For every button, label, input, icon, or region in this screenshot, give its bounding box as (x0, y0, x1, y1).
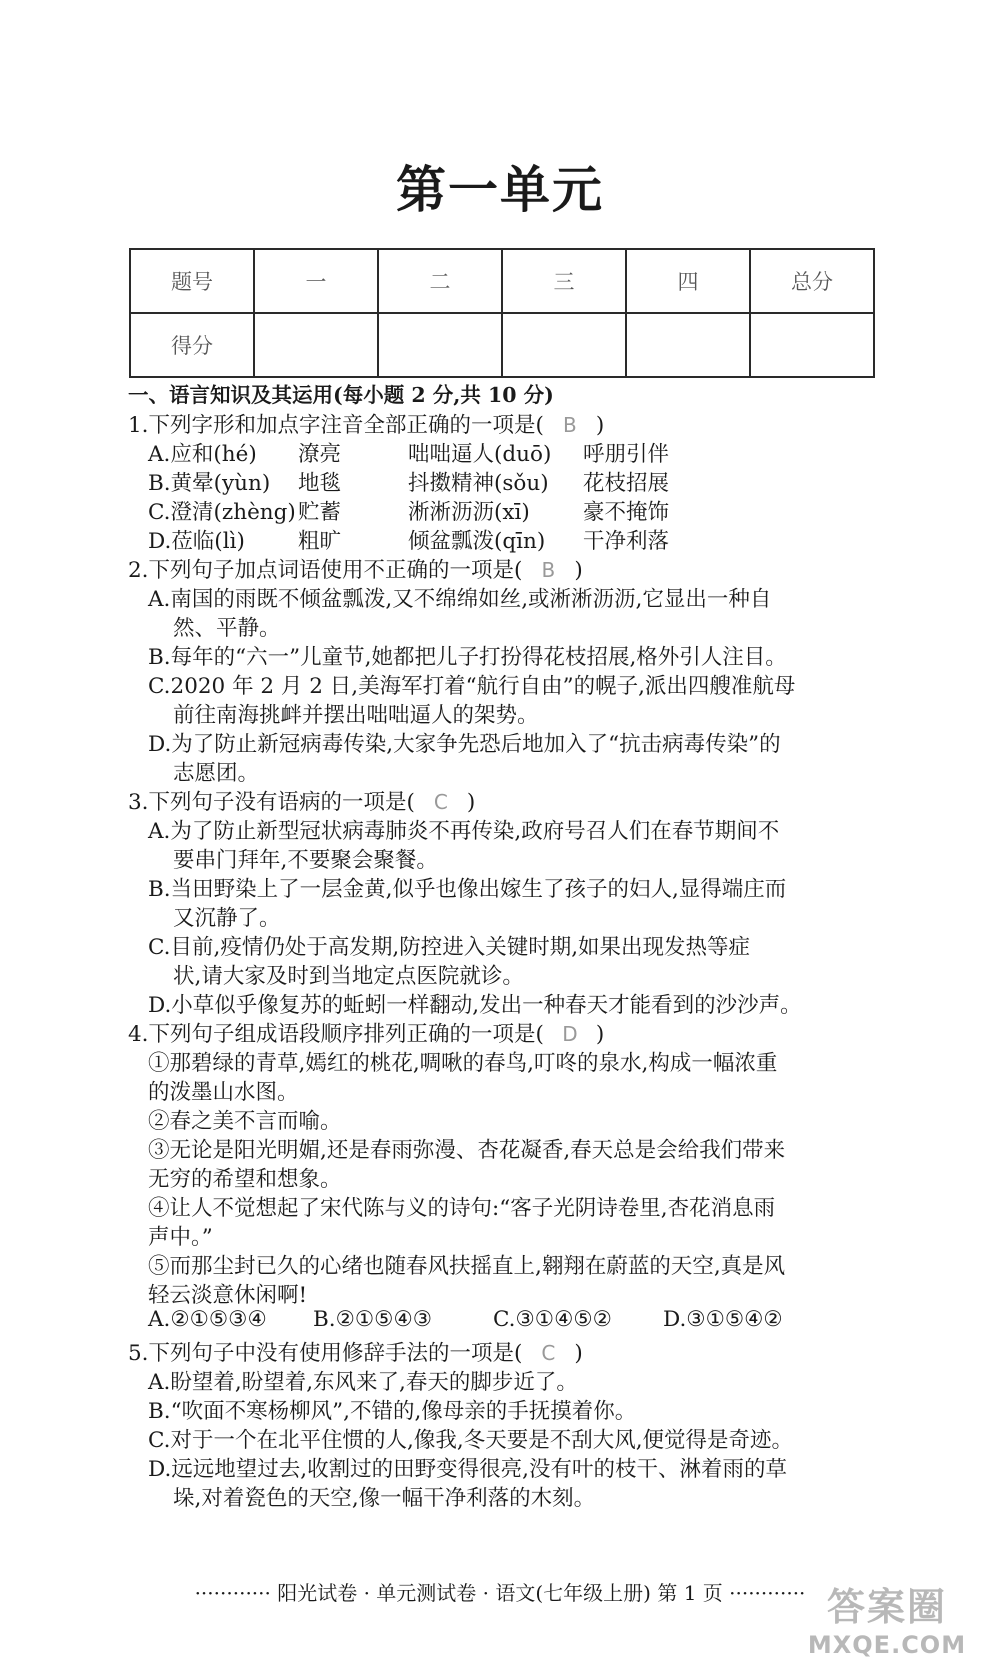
stem-text: 3.下列句子没有语病的一项是( (128, 790, 415, 815)
option-col: C.澄清(zhèng) (148, 500, 296, 525)
table-cell: 得分 (130, 313, 254, 377)
score-cell (254, 313, 378, 377)
option-line: B.每年的“六一”儿童节,她都把儿子打扮得花枝招展,格外引人注目。 (148, 645, 787, 670)
option-line: 状,请大家及时到当地定点医院就诊。 (173, 964, 524, 989)
option-line: C.目前,疫情仍处于高发期,防控进入关键时期,如果出现发热等症 (148, 935, 751, 960)
score-cell (750, 313, 874, 377)
question-stem (128, 1336, 583, 1367)
section-heading: 一、语言知识及其运用(每小题 2 分,共 10 分) (128, 383, 554, 407)
option-col: 潦亮 (298, 442, 342, 467)
sentence-line: 无穷的希望和想象。 (148, 1167, 342, 1192)
option-col: 贮蓄 (298, 500, 342, 525)
choice-d: D.③①⑤④② (663, 1307, 783, 1332)
choice-b: B.②①⑤④③ (313, 1307, 433, 1332)
table-cell: 三 (502, 249, 626, 313)
option-line: 又沉静了。 (173, 906, 281, 931)
sentence-line: 的泼墨山水图。 (148, 1080, 299, 1105)
option-col: 呼朋引伴 (583, 442, 670, 467)
option-line: 志愿团。 (173, 761, 260, 786)
stem-text: 5.下列句子中没有使用修辞手法的一项是( (128, 1341, 523, 1366)
score-cell (502, 313, 626, 377)
stem-text: 4.下列句子组成语段顺序排列正确的一项是( (128, 1022, 544, 1047)
option-col: 倾盆瓢泼(qīn) (408, 529, 546, 554)
page-title: 第一单元 (396, 160, 604, 219)
option-line: A.盼望着,盼望着,东风来了,春天的脚步近了。 (148, 1370, 578, 1395)
option-line: C.2020 年 2 月 2 日,美海军打着“航行自由”的幌子,派出四艘准航母 (148, 674, 796, 699)
option-col: 淅淅沥沥(xī) (408, 500, 530, 525)
option-line: 然、平静。 (173, 616, 281, 641)
option-line: D.小草似乎像复苏的蚯蚓一样翻动,发出一种春天才能看到的沙沙声。 (148, 993, 802, 1018)
sentence-line: 声中。” (148, 1225, 213, 1250)
question-stem (128, 408, 604, 439)
sentence-line: ①那碧绿的青草,嫣红的桃花,啁啾的春鸟,叮咚的泉水,构成一幅浓重 (148, 1051, 778, 1076)
option-col: 花枝招展 (583, 471, 670, 496)
table-cell: 题号 (130, 249, 254, 313)
option-line: 前往南海挑衅并摆出咄咄逼人的架势。 (173, 703, 539, 728)
sentence-line: ③无论是阳光明媚,还是春雨弥漫、杏花凝香,春天总是会给我们带来 (148, 1138, 786, 1163)
watermark (792, 1576, 982, 1664)
page-footer: ············ 阳光试卷 · 单元测试卷 · 语文(七年级上册) 第 1 页 ············ (194, 1581, 806, 1605)
paren-close: ) (595, 413, 605, 438)
table-cell: 四 (626, 249, 750, 313)
handwritten-answer: B (541, 558, 556, 582)
question-stem (128, 1017, 604, 1048)
option-col: A.应和(hé) (148, 442, 257, 467)
score-table-header-row (130, 249, 874, 313)
watermark-url: MXQE.COM (807, 1631, 967, 1659)
option-line: B.当田野染上了一层金黄,似乎也像出嫁生了孩子的妇人,显得端庄而 (148, 877, 787, 902)
score-table (129, 248, 875, 378)
question-stem (128, 553, 583, 584)
sentence-line: ④让人不觉想起了宋代陈与义的诗句:“客子光阴诗卷里,杏花消息雨 (148, 1196, 776, 1221)
option-col: D.莅临(lì) (148, 529, 245, 554)
watermark-logo: 答案圈 (826, 1585, 947, 1629)
score-cell (626, 313, 750, 377)
question-stem (128, 785, 475, 816)
option-col: 咄咄逼人(duō) (408, 442, 552, 467)
score-cell (378, 313, 502, 377)
handwritten-answer: C (541, 1341, 556, 1365)
option-col: 豪不掩饰 (583, 500, 670, 525)
stem-text: 2.下列句子加点词语使用不正确的一项是( (128, 558, 523, 583)
table-cell: 二 (378, 249, 502, 313)
option-line: A.为了防止新型冠状病毒肺炎不再传染,政府号召人们在春节期间不 (148, 819, 780, 844)
option-col: B.黄晕(yùn) (148, 471, 271, 496)
option-col: 粗旷 (298, 529, 342, 554)
table-cell: 总分 (750, 249, 874, 313)
handwritten-answer: B (563, 413, 577, 437)
option-line: 垛,对着瓷色的天空,像一幅干净利落的木刻。 (173, 1486, 596, 1511)
option-col: 干净利落 (583, 529, 670, 554)
sentence-line: ②春之美不言而喻。 (148, 1109, 342, 1134)
paren-close: ) (574, 558, 583, 583)
paren-close: ) (574, 1341, 583, 1366)
option-col: 地毯 (298, 471, 342, 496)
option-line: C.对于一个在北平住惯的人,像我,冬天要是不刮大风,便觉得是奇迹。 (148, 1428, 794, 1453)
sentence-line: 轻云淡意休闲啊! (148, 1283, 308, 1308)
option-line: D.远远地望过去,收割过的田野变得很亮,没有叶的枝干、淋着雨的草 (148, 1457, 787, 1482)
choice-c: C.③①④⑤② (493, 1307, 612, 1332)
option-line: B.“吹面不寒杨柳风”,不错的,像母亲的手抚摸着你。 (148, 1399, 637, 1424)
stem-text: 1.下列字形和加点字注音全部正确的一项是( (128, 413, 544, 438)
handwritten-answer: D (562, 1022, 578, 1046)
option-line: 要串门拜年,不要聚会聚餐。 (173, 848, 438, 873)
choice-a: A.②①⑤③④ (148, 1307, 267, 1332)
paren-close: ) (466, 790, 476, 815)
option-line: A.南国的雨既不倾盆瓢泼,又不绵绵如丝,或淅淅沥沥,它显出一种自 (148, 587, 772, 612)
paren-close: ) (595, 1022, 605, 1047)
score-table-score-row (130, 313, 874, 377)
handwritten-answer: C (433, 790, 448, 814)
table-cell: 一 (254, 249, 378, 313)
option-col: 抖擞精神(sǒu) (408, 471, 549, 496)
option-line: D.为了防止新冠病毒传染,大家争先恐后地加入了“抗击病毒传染”的 (148, 732, 781, 757)
sentence-line: ⑤而那尘封已久的心绪也随春风扶摇直上,翱翔在蔚蓝的天空,真是风 (148, 1254, 786, 1279)
